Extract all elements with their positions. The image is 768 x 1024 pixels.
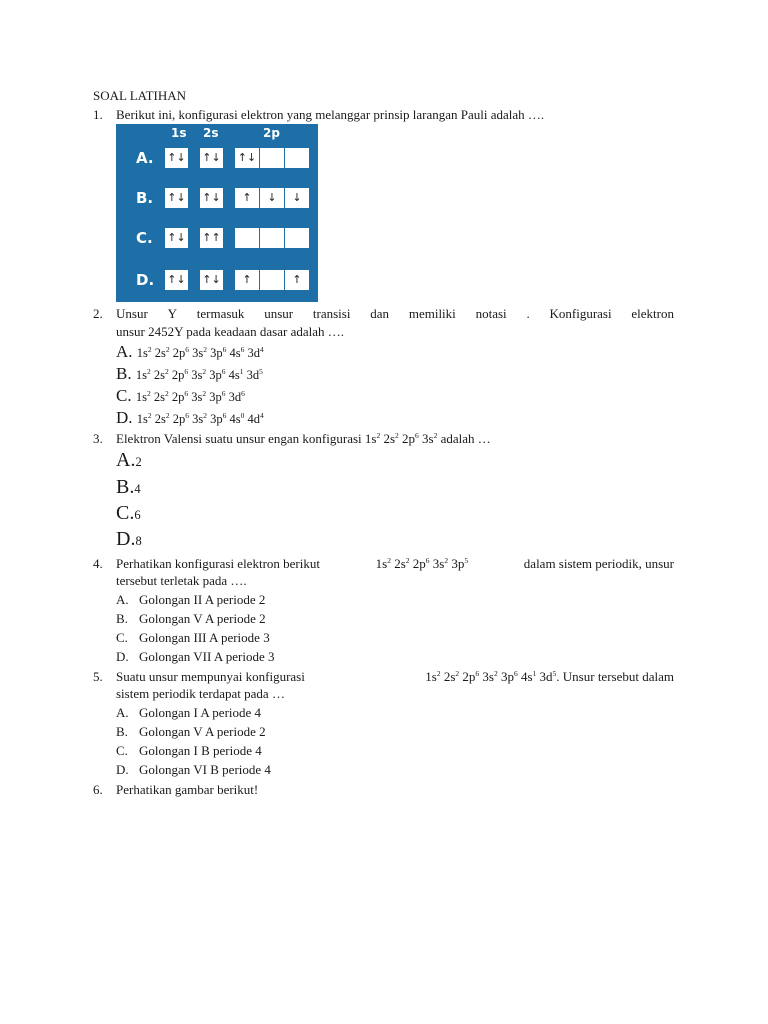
q4-config-orbital: 2p — [409, 556, 426, 571]
orbital-row-label: D. — [136, 271, 155, 289]
q4-config — [376, 556, 468, 572]
q5-option-letter[interactable]: A. — [116, 705, 129, 720]
q2-option-config — [137, 412, 264, 426]
q4-option-text[interactable]: Golongan II A periode 2 — [139, 592, 266, 607]
q2-text-line1 — [116, 306, 674, 322]
q2-option-config-exponent: 6 — [185, 345, 190, 354]
orbital-box-2s: ↑↓ — [200, 188, 223, 208]
orbital-cell-2p — [260, 228, 284, 248]
q2-word: unsur — [264, 306, 294, 321]
q3-option[interactable] — [116, 476, 141, 499]
q2-option-config-exponent: 2 — [147, 411, 152, 420]
orbital-box-2s: ↑↓ — [200, 270, 223, 290]
q2-option[interactable] — [116, 364, 263, 385]
q2-word: notasi — [475, 306, 507, 321]
q5-config-exponent: 5 — [552, 669, 557, 678]
q2-option-config-orbital: 2p — [169, 346, 186, 360]
q2-option-config-exponent: 2 — [146, 389, 151, 398]
q2-option-config-orbital: 3s — [189, 412, 204, 426]
q2-option[interactable] — [116, 408, 264, 429]
q4-config-orbital: 1s — [375, 556, 388, 571]
q2-option-config-exponent: 6 — [221, 389, 226, 398]
q4-config-orbital: 3s — [429, 556, 445, 571]
q4-option-text[interactable]: Golongan VII A periode 3 — [139, 649, 275, 664]
q2-option-config — [136, 368, 263, 382]
q2-option-config-orbital: 2p — [168, 368, 185, 382]
orbital-box-1s: ↑↓ — [165, 148, 188, 168]
q3-option[interactable] — [116, 502, 141, 525]
q3-config-orbital: 3s — [418, 431, 434, 446]
q2-option-config-orbital: 3p — [206, 390, 222, 404]
q3-option-value: 2 — [135, 455, 142, 469]
q2-option-letter: D. — [116, 408, 137, 427]
q3-option-letter: C. — [116, 502, 135, 524]
q2-option-config-exponent: 6 — [184, 367, 189, 376]
q2-option-config-orbital: 3s — [188, 368, 203, 382]
q3-option-letter: B. — [116, 476, 135, 498]
q3-option-value: 4 — [134, 482, 141, 496]
q2-option-config-exponent: 2 — [146, 367, 151, 376]
q2-word: . — [526, 306, 530, 321]
orbital-box-2s: ↑↑ — [200, 228, 223, 248]
q2-option-config-orbital: 4s — [225, 368, 240, 382]
q2-option-config-orbital: 1s — [135, 390, 147, 404]
orbital-cell-2p: ↓ — [260, 188, 284, 208]
q2-option-letter: B. — [116, 364, 136, 383]
orbital-row-label: B. — [136, 189, 154, 207]
q2-option-config-orbital: 3d — [244, 346, 261, 360]
q2-option-config-exponent: 2 — [165, 345, 170, 354]
q3-config-orbital: 2s — [380, 431, 396, 446]
q3-config-exponent: 2 — [433, 431, 438, 440]
q4-option-letter[interactable]: A. — [116, 592, 129, 607]
q2-option-config-exponent: 2 — [202, 389, 207, 398]
q2-option-config-exponent: 4 — [260, 345, 264, 354]
orbital-cell-2p — [285, 228, 309, 248]
q5-number: 5. — [93, 669, 103, 684]
orbital-row-label: A. — [136, 149, 154, 167]
q3-config-exponent: 2 — [395, 431, 399, 440]
q5-option-letter[interactable]: B. — [116, 724, 128, 739]
q3-number: 3. — [93, 431, 103, 446]
q4-config-exponent: 2 — [387, 556, 391, 565]
q2-option-config-exponent: 2 — [164, 389, 169, 398]
q4-text-after: dalam sistem periodik, unsur — [523, 556, 674, 571]
q2-option[interactable] — [116, 386, 245, 407]
q4-config-exponent: 6 — [425, 556, 430, 565]
orbital-cell-2p — [235, 228, 259, 248]
q5-config-orbital: 4s — [517, 669, 533, 684]
q4-option-letter[interactable]: D. — [116, 649, 129, 664]
q3-option-value: 8 — [135, 534, 142, 548]
q2-option-letter: A. — [116, 342, 137, 361]
q3-text-before: Elektron Valensi suatu unsur engan konfigurasi — [116, 431, 362, 446]
orbital-box-1s: ↑↓ — [165, 188, 188, 208]
q2-option-config-exponent: 6 — [222, 411, 227, 420]
q5-option-letter[interactable]: C. — [116, 743, 128, 758]
q2-option-config-orbital: 4d — [244, 412, 261, 426]
q5-config-exponent: 2 — [455, 669, 460, 678]
q2-option-config-exponent: 6 — [240, 345, 245, 354]
q5-text-line1 — [116, 669, 674, 685]
q5-text-line2: sistem periodik terdapat pada … — [116, 686, 285, 701]
q5-option-text[interactable]: Golongan I A periode 4 — [139, 705, 262, 720]
q2-option-config-exponent: 6 — [184, 389, 189, 398]
q2-option-config-exponent: 5 — [259, 367, 263, 376]
q2-option-config-exponent: 2 — [203, 345, 208, 354]
q3-config-orbital: 2p — [398, 431, 416, 446]
q5-config-wrap — [425, 669, 674, 685]
q4-option-letter[interactable]: B. — [116, 611, 128, 626]
q2-option-config-orbital: 3s — [189, 346, 204, 360]
q3-option[interactable] — [116, 528, 142, 551]
q3-text — [116, 431, 491, 447]
q4-config-exponent: 2 — [444, 556, 449, 565]
q2-word: memiliki — [408, 306, 456, 321]
orbital-box-2p — [235, 228, 309, 248]
q2-number: 2. — [93, 306, 103, 321]
orbital-header-2p: 2p — [263, 126, 280, 140]
q2-option-config-orbital: 3d — [243, 368, 260, 382]
q2-option-config-exponent: 4 — [260, 411, 264, 420]
q4-option-letter[interactable]: C. — [116, 630, 128, 645]
q5-config-exponent: 2 — [436, 669, 441, 678]
orbital-box-1s: ↑↓ — [165, 270, 188, 290]
q5-config-orbital: 1s — [425, 669, 437, 684]
page-title: SOAL LATIHAN — [93, 88, 187, 103]
q5-config — [425, 669, 556, 684]
q5-text-after: . Unsur tersebut dalam — [556, 669, 674, 684]
q2-word: dan — [370, 306, 390, 321]
q2-option-config-orbital: 2p — [169, 412, 186, 426]
q2-option-config-exponent: 6 — [241, 389, 245, 398]
q2-word: Unsur — [116, 306, 148, 321]
q5-config-exponent: 2 — [493, 669, 498, 678]
q2-option-config-orbital: 2s — [151, 346, 166, 360]
q3-text-after: adalah … — [440, 431, 491, 446]
orbital-header-2s: 2s — [203, 126, 219, 140]
q2-option-letter: C. — [116, 386, 136, 405]
orbital-box-2s: ↑↓ — [200, 148, 223, 168]
orbital-diagram — [116, 124, 318, 302]
q2-option-config-exponent: 1 — [239, 367, 244, 376]
q5-config-exponent: 6 — [475, 669, 480, 678]
orbital-box-2p — [235, 188, 309, 208]
q3-option-value: 6 — [134, 508, 141, 522]
q2-word: elektron — [631, 306, 674, 321]
orbital-row-label: C. — [136, 229, 153, 247]
q2-word: termasuk — [196, 306, 245, 321]
q2-option-config-orbital: 2p — [168, 390, 185, 404]
q2-option-config-exponent: 2 — [203, 411, 208, 420]
q2-option-config-orbital: 1s — [136, 412, 148, 426]
orbital-box-2p — [235, 148, 309, 168]
q6-text: Perhatikan gambar berikut! — [116, 782, 259, 797]
q3-config-exponent: 2 — [376, 431, 381, 440]
q2-option-config-exponent: 0 — [240, 411, 245, 420]
q2-option-config-orbital: 2s — [150, 368, 165, 382]
q2-option-config-orbital: 1s — [135, 368, 147, 382]
q2-word: Y — [167, 306, 177, 321]
orbital-box-1s: ↑↓ — [165, 228, 188, 248]
orbital-cell-2p: ↓ — [285, 188, 309, 208]
orbital-cell-2p — [260, 148, 284, 168]
q2-word: transisi — [312, 306, 351, 321]
q2-option-config-exponent: 6 — [221, 367, 226, 376]
q2-option-config-orbital: 2s — [151, 412, 166, 426]
q2-option-config-exponent: 2 — [147, 345, 152, 354]
q5-option-text[interactable]: Golongan V A periode 2 — [139, 724, 266, 739]
q5-option-letter[interactable]: D. — [116, 762, 129, 777]
q2-option-config-orbital: 3d — [225, 390, 242, 404]
q2-option-config-orbital: 3p — [207, 346, 223, 360]
q6-number: 6. — [93, 782, 103, 797]
q2-option-config-orbital: 3p — [207, 412, 223, 426]
q5-text-before: Suatu unsur mempunyai konfigurasi — [116, 669, 305, 684]
q2-option-config-orbital: 4s — [226, 412, 241, 426]
q2-option-config-orbital: 3s — [188, 390, 203, 404]
q2-option-config-orbital: 1s — [136, 346, 148, 360]
q2-option-config-orbital: 3p — [206, 368, 222, 382]
q4-config-exponent: 5 — [464, 556, 469, 565]
q2-word: Konfigurasi — [549, 306, 612, 321]
q5-option-text[interactable]: Golongan VI B periode 4 — [139, 762, 271, 777]
q3-config-orbital: 1s — [364, 431, 377, 446]
q5-config-exponent: 1 — [532, 669, 537, 678]
orbital-cell-2p: ↑ — [235, 270, 259, 290]
q5-config-orbital: 3p — [497, 669, 514, 684]
q4-config-orbital: 2s — [390, 556, 406, 571]
q4-number: 4. — [93, 556, 103, 571]
q2-option[interactable] — [116, 342, 264, 363]
q2-option-config — [136, 390, 245, 404]
orbital-box-2p — [235, 270, 309, 290]
orbital-cell-2p: ↑ — [285, 270, 309, 290]
q5-option-text[interactable]: Golongan I B periode 4 — [139, 743, 262, 758]
q5-config-orbital: 3d — [536, 669, 553, 684]
q2-option-config-exponent: 2 — [165, 411, 170, 420]
q2-option-config-exponent: 6 — [222, 345, 227, 354]
orbital-cell-2p: ↑ — [235, 188, 259, 208]
orbital-cell-2p: ↑↓ — [235, 148, 259, 168]
q4-text-line1 — [116, 556, 674, 572]
q2-option-config-orbital: 2s — [150, 390, 165, 404]
q5-config-orbital: 3s — [479, 669, 494, 684]
q2-text-line2: unsur 2452Y pada keadaan dasar adalah …. — [116, 324, 345, 339]
q3-config — [365, 431, 437, 446]
q3-config-exponent: 6 — [415, 431, 419, 440]
q3-option-letter: A. — [116, 449, 136, 471]
orbital-cell-2p — [285, 148, 309, 168]
q5-config-orbital: 2p — [459, 669, 476, 684]
q5-config-exponent: 6 — [513, 669, 518, 678]
q5-config-orbital: 2s — [440, 669, 456, 684]
q2-option-config-exponent: 2 — [164, 367, 169, 376]
orbital-header-1s: 1s — [171, 126, 187, 140]
q3-option-letter: D. — [116, 528, 136, 550]
q4-config-exponent: 2 — [405, 556, 410, 565]
q4-option-text[interactable]: Golongan III A periode 3 — [139, 630, 270, 645]
q2-option-config-exponent: 6 — [185, 411, 190, 420]
orbital-cell-2p — [260, 270, 284, 290]
q1-text: Berikut ini, konfigurasi elektron yang melanggar prinsip larangan Pauli adalah …. — [116, 107, 545, 122]
q3-option[interactable] — [116, 449, 142, 472]
q4-config-orbital: 3p — [448, 556, 465, 571]
q1-number: 1. — [93, 107, 103, 122]
q4-text-before: Perhatikan konfigurasi elektron berikut — [116, 556, 320, 571]
q2-option-config-orbital: 4s — [226, 346, 241, 360]
q2-option-config-exponent: 2 — [202, 367, 207, 376]
q4-text-line2: tersebut terletak pada …. — [116, 573, 247, 588]
q2-option-config — [137, 346, 264, 360]
q4-option-text[interactable]: Golongan V A periode 2 — [139, 611, 266, 626]
